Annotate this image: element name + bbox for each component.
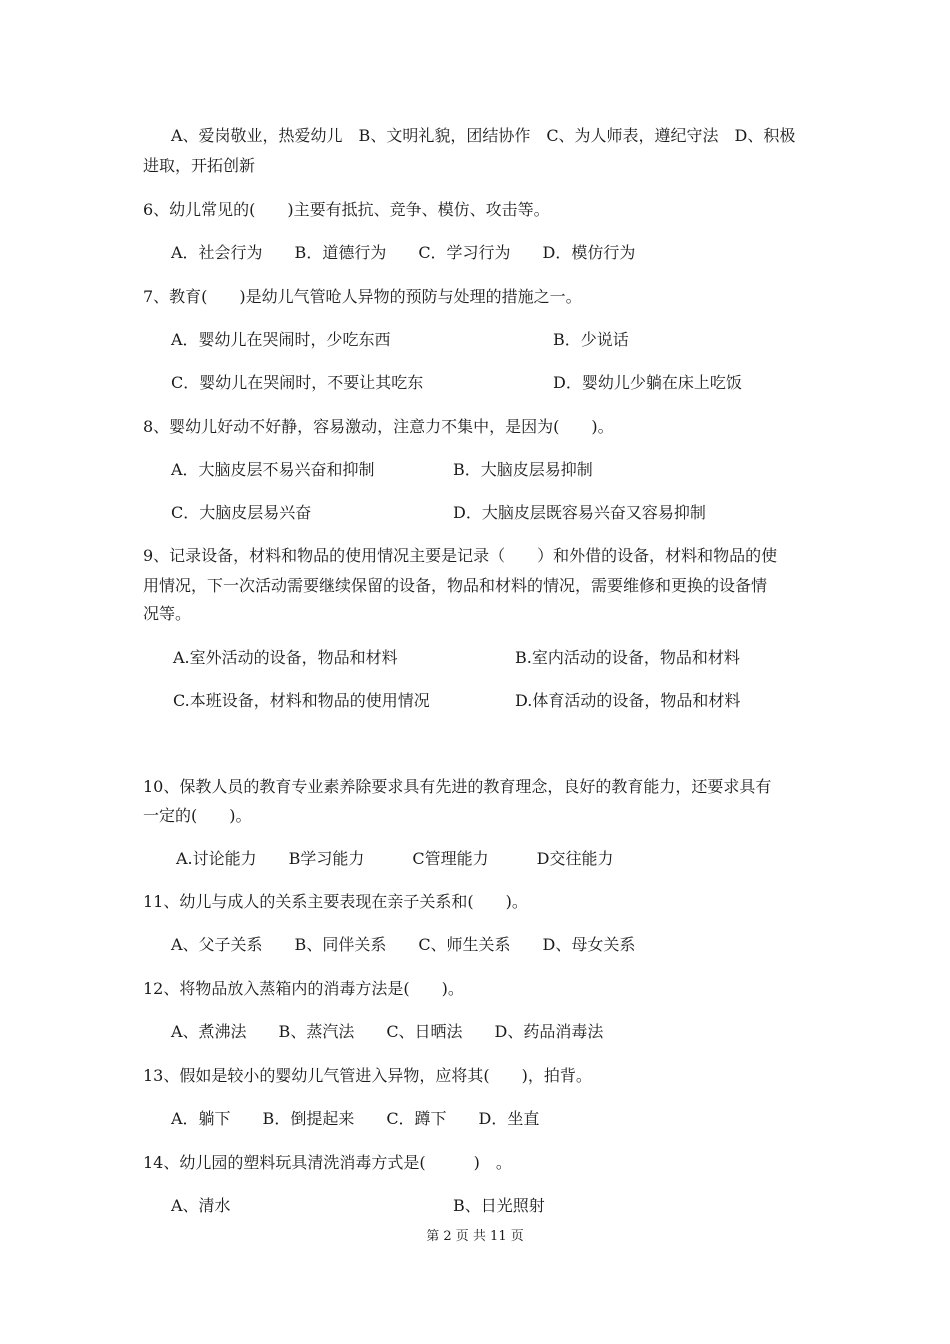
q9-stem-line3: 况等。	[143, 604, 192, 623]
q8-stem: 8、婴幼儿好动不好静，容易激动，注意力不集中，是因为( )。	[143, 417, 614, 436]
q14-stem: 14、幼儿园的塑料玩具清洗消毒方式是( ) 。	[143, 1153, 512, 1172]
q10-options: A.讨论能力 B学习能力 C管理能力 D交往能力	[176, 849, 614, 868]
q12-options: A、煮沸法 B、蒸汽法 C、日晒法 D、药品消毒法	[171, 1022, 604, 1041]
q10-stem-line1: 10、保教人员的教育专业素养除要求具有先进的教育理念，良好的教育能力，还要求具有	[143, 777, 772, 796]
q8-option-c: C．大脑皮层易兴奋	[171, 503, 312, 522]
q13-options: A．躺下 B．倒提起来 C．蹲下 D．坐直	[171, 1109, 540, 1128]
q5-options-line2: 进取，开拓创新	[143, 156, 256, 175]
q7-option-c: C．婴幼儿在哭闹时，不要让其吃东	[171, 373, 424, 392]
q8-option-b: B．大脑皮层易抑制	[453, 460, 593, 479]
q14-option-b: B、日光照射	[453, 1196, 545, 1215]
q13-stem: 13、假如是较小的婴幼儿气管进入异物，应将其( )，拍背。	[143, 1066, 592, 1085]
q9-option-a: A.室外活动的设备，物品和材料	[173, 648, 398, 667]
q5-options-line1: A、爱岗敬业，热爱幼儿 B、文明礼貌，团结协作 C、为人师表，遵纪守法 D、积极	[171, 126, 796, 145]
q9-stem-line2: 用情况，下一次活动需要继续保留的设备，物品和材料的情况，需要维修和更换的设备情	[143, 576, 768, 595]
q7-option-a: A．婴幼儿在哭闹时，少吃东西	[171, 330, 391, 349]
q9-option-b: B.室内活动的设备，物品和材料	[515, 648, 740, 667]
q14-option-a: A、清水	[171, 1196, 231, 1215]
q6-stem: 6、幼儿常见的( )主要有抵抗、竞争、模仿、攻击等。	[143, 200, 550, 219]
page-number-footer: 第 2 页 共 11 页	[426, 1229, 524, 1244]
q7-option-b: B．少说话	[553, 330, 629, 349]
q9-stem-line1: 9、记录设备，材料和物品的使用情况主要是记录（ ）和外借的设备，材料和物品的使	[143, 546, 778, 565]
q9-option-c: C.本班设备，材料和物品的使用情况	[173, 691, 430, 710]
q8-option-d: D．大脑皮层既容易兴奋又容易抑制	[453, 503, 706, 522]
q11-options: A、父子关系 B、同伴关系 C、师生关系 D、母女关系	[171, 935, 636, 954]
q11-stem: 11、幼儿与成人的关系主要表现在亲子关系和( )。	[143, 892, 528, 911]
q8-option-a: A．大脑皮层不易兴奋和抑制	[171, 460, 375, 479]
q9-option-d: D.体育活动的设备，物品和材料	[515, 691, 741, 710]
q7-option-d: D．婴幼儿少躺在床上吃饭	[553, 373, 742, 392]
q7-stem: 7、教育( )是幼儿气管呛人异物的预防与处理的措施之一。	[143, 287, 582, 306]
q6-options: A．社会行为 B．道德行为 C．学习行为 D．模仿行为	[171, 243, 636, 262]
q10-stem-line2: 一定的( )。	[143, 806, 252, 825]
q12-stem: 12、将物品放入蒸箱内的消毒方法是( )。	[143, 979, 464, 998]
